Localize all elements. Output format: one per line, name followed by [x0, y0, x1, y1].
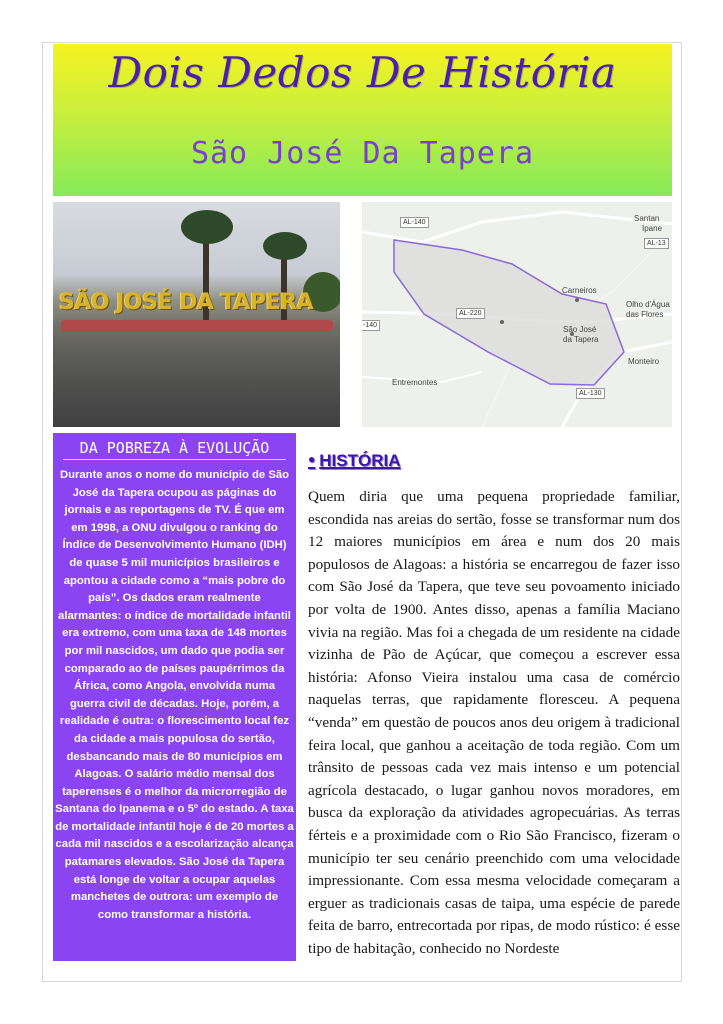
- palm-tree-crown: [263, 232, 307, 260]
- page-subtitle: São José Da Tapera: [190, 136, 535, 171]
- map-label-olho-dagua: Olho d'Água: [626, 300, 670, 309]
- map-road-al140: AL-140: [400, 217, 429, 228]
- map-road-al130: AL-130: [576, 388, 605, 399]
- page-title: Dois Dedos De História: [108, 48, 617, 97]
- map-label-carneiros: Carneiros: [562, 286, 597, 295]
- map-label-monteiro: Monteiro: [628, 357, 660, 366]
- section-heading-label: HISTÓRIA: [319, 451, 401, 470]
- sidebar-title: DA POBREZA À EVOLUÇÃO: [79, 439, 270, 457]
- header-banner: [53, 44, 672, 196]
- city-sign-photo: [53, 202, 340, 427]
- map-label-ipane: Ipane: [642, 224, 663, 233]
- map-label-sao-jose: São José: [563, 325, 597, 334]
- map-label-da-tapera: da Tapera: [563, 335, 599, 344]
- city-sign-text: SÃO JOSÉ DA TAPERA: [59, 290, 314, 315]
- map-label-santana: Santan: [634, 214, 660, 223]
- map-label-das-flores: das Flores: [626, 310, 664, 319]
- sidebar-title-divider: [63, 459, 286, 460]
- section-heading: [308, 451, 400, 471]
- map-label-entremontes: Entremontes: [392, 378, 438, 387]
- map-road-al220: AL-220: [456, 308, 485, 319]
- map-road-al13: AL-13: [644, 238, 669, 249]
- article-body: Quem diria que uma pequena propriedade familiar, escondida nas areias do sertão, fosse se transformar num dos 12 maiores municípios em área e num dos 20 mais populosos de Alagoas: a história se encarregou de fazer isso com São José da Tapera, que teve seu povoamento iniciado por volta de 1900. Antes disso, apenas a família Maciano vivia na região. Mas foi a chegada de um residente na cidade vizinha de Pão de Açúcar, que começou a escrever essa história: Afonso Vieira instalou uma casa de comércio naquelas terras, que rapidamente floresceu. A pequena “venda” em questão de poucos anos deu origem à tradicional feira local, que ganhou a aceitação de toda região. Com um trânsito de pessoas cada vez mais intenso e um potencial agrícola destacado, o lugar ganhou novos moradores, em busca da exploração da atividades agropecuárias. As terras férteis e a proximidade com o Rio São Francisco, fizeram o município ter seu cenário preenchido com uma velocidade impressionante. Com essa mesma velocidade começaram a erguer as tradicionais casas de taipa, uma espécie de parede feita de barro, entrecortada por ripas, de modo rústico: é esse tipo de habitação, conhecido no Nordeste: [308, 488, 680, 957]
- location-map: [362, 202, 672, 427]
- sign-base: [61, 320, 333, 332]
- map-road-al140b: -140: [362, 320, 380, 331]
- sidebar-text: Durante anos o nome do município de São José da Tapera ocupou as páginas do jornais e as reportagens de TV. É que em em 1998, a ONU divulgou o ranking do Índice de Desenvolvimento Humano (IDH) de quase 5 mil municípios brasileiros e apontou a cidade como a “mais pobre do país”. Os dados eram realmente alarmantes: o índice de mortalidade infantil era extremo, com uma taxa de 148 mortes por mil nascidos, um dado que podia ser comparado ao de países paupérrimos da África, como Angola, envolvida numa guerra civil de décadas. Hoje, porém, a realidade é outra: o florescimento local fez da cidade a mais populosa do sertão, desbancando mais de 80 municípios em Alagoas. O salário médio mensal dos taperenses é o melhor da microrregião de Santana do Ipanema e o 5º do estado. A taxa de mortalidade infantil hoje é de 20 mortes a cada mil nascidos e a escolarização alcança patamares elevados. São José da Tapera está longe de voltar a ocupar aquelas manchetes de outrora: um exemplo de como transformar a história.: [55, 469, 294, 921]
- bullet-icon: ●: [308, 452, 316, 466]
- sidebar-box: [53, 433, 296, 961]
- palm-tree-crown: [181, 210, 233, 244]
